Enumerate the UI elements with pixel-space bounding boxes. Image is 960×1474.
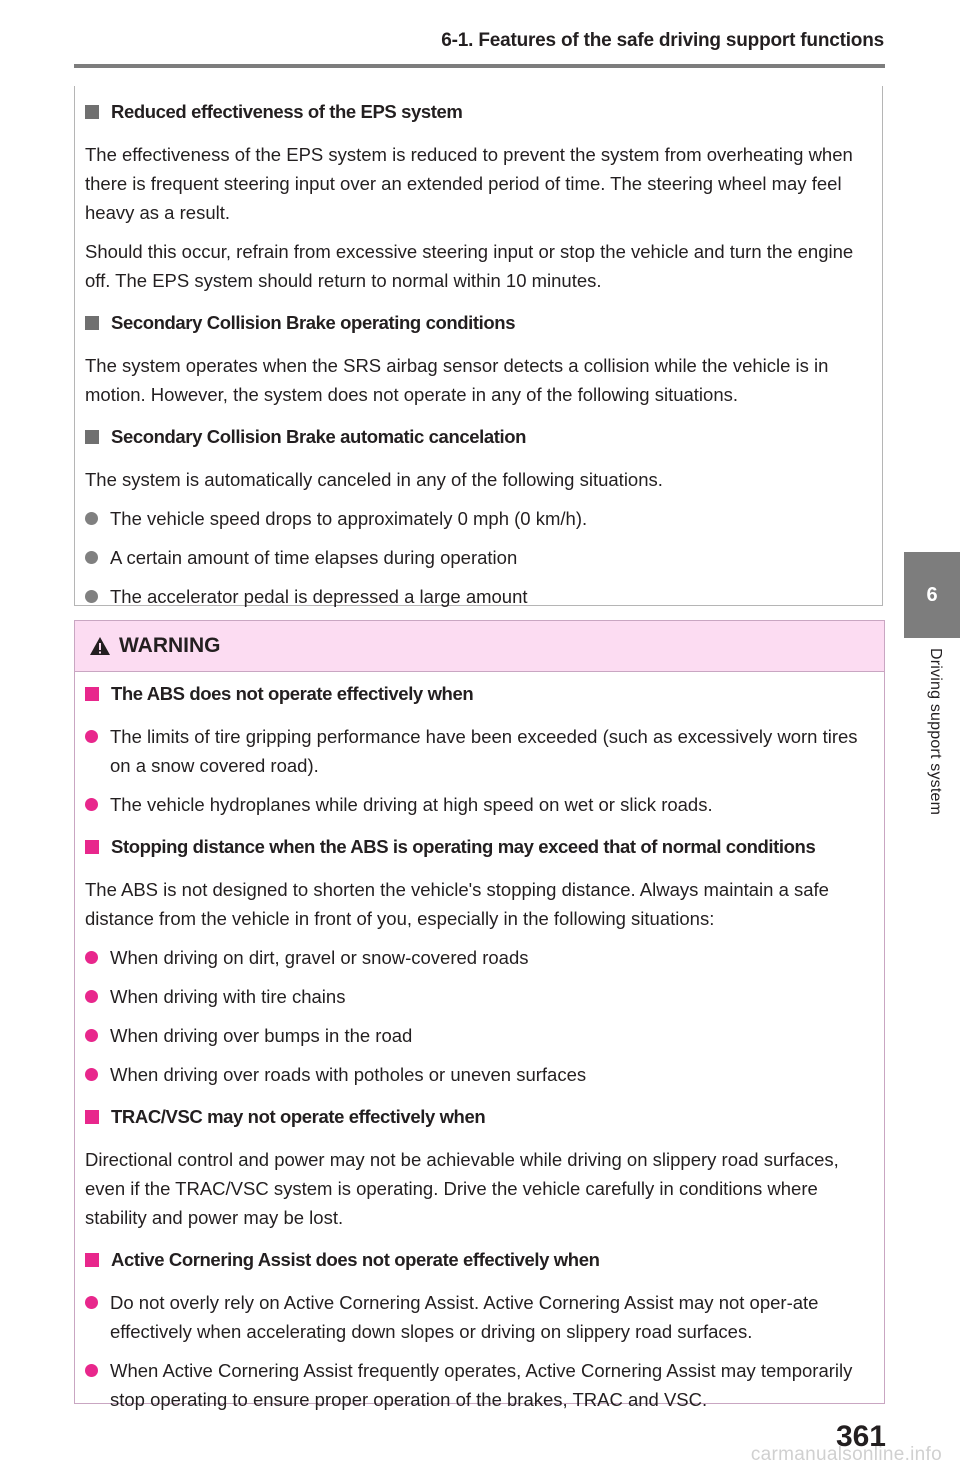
warning-heading bbox=[85, 1105, 874, 1129]
square-bullet-icon bbox=[85, 840, 99, 854]
bullet-dot-icon bbox=[85, 730, 98, 743]
warning-paragraph: Directional control and power may not be achievable while driving on slippery road surfaces, even if the TRAC/VSC system is operating. Drive the vehicle carefully in conditions where stability and power may be lost. bbox=[85, 1149, 839, 1228]
list-item bbox=[85, 1356, 874, 1414]
list-item-text: Do not overly rely on Active Cornering Assist. Active Cornering Assist may not oper-ate effectively when accelerating down slopes or driving on slippery road surfaces. bbox=[110, 1292, 819, 1342]
warning-box bbox=[74, 620, 885, 1410]
warning-paragraph: The ABS is not designed to shorten the vehicle's stopping distance. Always maintain a safe distance from the vehicle in front of you, especially in the following situations: bbox=[85, 879, 829, 929]
list-item bbox=[85, 943, 874, 972]
bullet-dot-icon bbox=[85, 590, 98, 603]
square-bullet-icon bbox=[85, 430, 99, 444]
list-item-text: When driving on dirt, gravel or snow-covered roads bbox=[110, 947, 529, 968]
list-item-text: The vehicle hydroplanes while driving at high speed on wet or slick roads. bbox=[110, 794, 713, 815]
chapter-tab bbox=[904, 552, 960, 638]
square-bullet-icon bbox=[85, 1110, 99, 1124]
watermark: carmanualsonline.info bbox=[750, 1444, 942, 1465]
page-number: 361 bbox=[835, 1420, 886, 1453]
list-item bbox=[85, 543, 872, 572]
bullet-dot-icon bbox=[85, 990, 98, 1003]
list-item-text: The vehicle speed drops to approximately 0 mph (0 km/h). bbox=[110, 508, 588, 529]
list-item bbox=[85, 504, 872, 533]
list-item bbox=[85, 1288, 874, 1346]
info-paragraph: Should this occur, refrain from excessive steering input or stop the vehicle and turn the engine off. The EPS system should return to normal within 10 minutes. bbox=[85, 241, 854, 291]
list-item bbox=[85, 1060, 874, 1089]
warning-heading-text: Active Cornering Assist does not operate effectively when bbox=[111, 1249, 600, 1270]
chapter-label: Driving support system bbox=[927, 648, 944, 816]
list-item-text: When driving over bumps in the road bbox=[110, 1025, 413, 1046]
info-heading bbox=[85, 100, 872, 124]
list-item-text: The limits of tire gripping performance have been exceeded (such as excessively worn tires on a snow covered road). bbox=[110, 726, 858, 776]
list-item bbox=[85, 982, 874, 1011]
list-item bbox=[85, 582, 872, 611]
bullet-dot-icon bbox=[85, 512, 98, 525]
list-item-text: When driving over roads with potholes or uneven surfaces bbox=[110, 1064, 587, 1085]
warning-heading-text: Stopping distance when the ABS is operating may exceed that of normal conditions bbox=[111, 836, 816, 857]
warning-body bbox=[75, 672, 884, 1414]
bullet-dot-icon bbox=[85, 798, 98, 811]
bullet-dot-icon bbox=[85, 1068, 98, 1081]
warning-triangle-icon bbox=[89, 636, 111, 656]
warning-heading bbox=[85, 1248, 874, 1272]
warning-header bbox=[75, 621, 884, 672]
warning-title: WARNING bbox=[119, 634, 221, 657]
list-item bbox=[85, 1021, 874, 1050]
list-item bbox=[85, 790, 874, 819]
info-heading-text: Secondary Collision Brake automatic cancelation bbox=[111, 426, 527, 447]
bullet-dot-icon bbox=[85, 551, 98, 564]
info-heading-text: Reduced effectiveness of the EPS system bbox=[111, 101, 463, 122]
list-item-text: A certain amount of time elapses during operation bbox=[110, 547, 518, 568]
square-bullet-icon bbox=[85, 687, 99, 701]
info-heading bbox=[85, 425, 872, 449]
list-item-text: When driving with tire chains bbox=[110, 986, 346, 1007]
list-item bbox=[85, 722, 874, 780]
chapter-number: 6 bbox=[926, 583, 938, 606]
warning-heading-text: TRAC/VSC may not operate effectively when bbox=[111, 1106, 486, 1127]
square-bullet-icon bbox=[85, 316, 99, 330]
square-bullet-icon bbox=[85, 105, 99, 119]
bullet-dot-icon bbox=[85, 1296, 98, 1309]
bullet-dot-icon bbox=[85, 951, 98, 964]
info-paragraph: The effectiveness of the EPS system is reduced to prevent the system from overheating when there is frequent steering input over an extended period of time. The steering wheel may feel heavy as a result. bbox=[85, 144, 853, 223]
header-rule bbox=[74, 64, 885, 68]
section-title: 6-1. Features of the safe driving support functions bbox=[441, 30, 884, 51]
info-paragraph: The system is automatically canceled in any of the following situations. bbox=[85, 469, 663, 490]
bullet-dot-icon bbox=[85, 1029, 98, 1042]
info-paragraph: The system operates when the SRS airbag sensor detects a collision while the vehicle is in motion. However, the system does not operate in any of the following situations. bbox=[85, 355, 829, 405]
warning-heading bbox=[85, 682, 874, 706]
info-heading-text: Secondary Collision Brake operating conditions bbox=[111, 312, 516, 333]
bullet-dot-icon bbox=[85, 1364, 98, 1377]
info-heading bbox=[85, 311, 872, 335]
warning-heading-text: The ABS does not operate effectively when bbox=[111, 683, 474, 704]
warning-heading bbox=[85, 835, 874, 859]
info-box bbox=[74, 86, 883, 606]
list-item-text: When Active Cornering Assist frequently operates, Active Cornering Assist may temporarily stop operating to ensure proper operation of the brakes, TRAC and VSC. bbox=[110, 1360, 853, 1410]
square-bullet-icon bbox=[85, 1253, 99, 1267]
list-item-text: The accelerator pedal is depressed a large amount bbox=[110, 586, 528, 607]
